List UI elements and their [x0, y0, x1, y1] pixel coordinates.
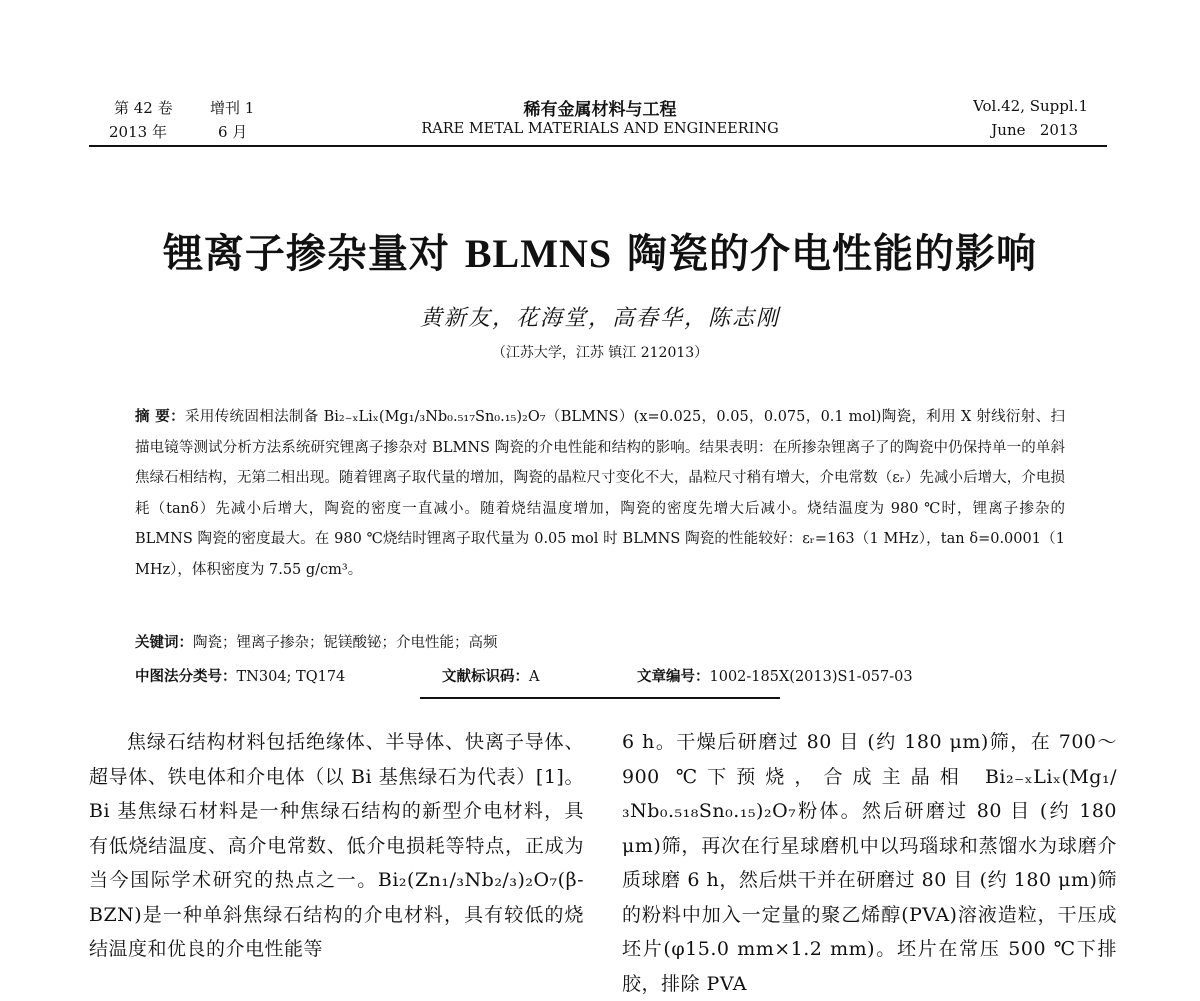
journal-title-en: RARE METAL MATERIALS AND ENGINEERING: [421, 121, 779, 137]
clc-value: TN304; TQ174: [236, 669, 346, 685]
title-prefix: 锂离子掺杂量对: [162, 231, 465, 277]
affiliation: （江苏大学，江苏 镇江 212013）: [491, 345, 709, 361]
body-left-column: [89, 725, 584, 967]
article-label: 文章编号：: [637, 669, 710, 685]
article-title: [0, 222, 1200, 279]
body-left-paragraph: 焦绿石结构材料包括绝缘体、半导体、快离子导体、超导体、铁电体和介电体（以 Bi 基焦绿石为代表）[1]。Bi 基焦绿石材料是一种焦绿石结构的新型介电材料，具有低烧结温度、高介电常数、低介电损耗等特点，正成为当今国际学术研究的热点之一。Bi₂(Zn₁/₃Nb₂/₃)₂O₇(β-BZN)是一种单斜焦绿石结构的介电材料，具有较低的烧结温度和优良的介电性能等: [89, 731, 584, 960]
month-cn: 6 月: [218, 123, 248, 141]
volume-cn: 第 42 卷: [114, 99, 173, 117]
abstract-label: 摘 要：: [135, 409, 185, 425]
doc-label: 文献标识码：: [442, 669, 529, 685]
doc-code: [442, 665, 539, 686]
title-suffix: 陶瓷的介电性能的影响: [612, 231, 1038, 277]
keywords-text: 陶瓷；锂离子掺杂；铌镁酸铋；介电性能；高频: [193, 635, 498, 651]
date-en: June 2013: [991, 121, 1078, 139]
authors: 黄新友，花海堂，高春华，陈志刚: [419, 306, 780, 331]
abstract: [135, 402, 1065, 585]
keywords-label: 关键词：: [135, 635, 193, 651]
body-right-column: [622, 725, 1117, 1001]
abstract-rule: [420, 697, 780, 699]
clc-number: [135, 665, 345, 686]
clc-label: 中图法分类号：: [135, 669, 237, 685]
issue-cn: 增刊 1: [210, 99, 255, 117]
journal-title-cn: 稀有金属材料与工程: [523, 100, 677, 120]
body-right-paragraph: 6 h。干燥后研磨过 80 目 (约 180 μm)筛，在 700～900 ℃下预烧，合成主晶相 Bi₂₋ₓLiₓ(Mg₁/₃Nb₀.₅₁₈Sn₀.₁₅)₂O₇粉体。然后研磨过 80 目 (约 180 μm)筛，再次在行星球磨机中以玛瑙球和蒸馏水为球磨介质球磨 6 h，然后烘干并在研磨过 80 目 (约 180 μm)筛的粉料中加入一定量的聚乙烯醇(PVA)溶液造粒，干压成坯片(φ15.0 mm×1.2 mm)。坯片在常压 500 ℃下排胶，排除 PVA: [622, 731, 1117, 995]
volume-en: Vol.42, Suppl.1: [973, 97, 1088, 115]
year-cn: 2013 年: [109, 123, 167, 141]
abstract-text: 采用传统固相法制备 Bi₂₋ₓLiₓ(Mg₁/₃Nb₀.₅₁₇Sn₀.₁₅)₂O₇（BLMNS）(x=0.025，0.05，0.075，0.1 mol)陶瓷，利用 X 射线衍射、扫描电镜等测试分析方法系统研究锂离子掺杂对 BLMNS 陶瓷的介电性能和结构的影响。结果表明：在所掺杂锂离子了的陶瓷中仍保持单一的单斜焦绿石相结构，无第二相出现。随着锂离子取代量的增加，陶瓷的晶粒尺寸变化不大，晶粒尺寸稍有增大，介电常数（εᵣ）先减小后增大，介电损耗（tanδ）先减小后增大，陶瓷的密度一直减小。随着烧结温度增加，陶瓷的密度先增大后减小。烧结温度为 980 ℃时，锂离子掺杂的 BLMNS 陶瓷的密度最大。在 980 ℃烧结时锂离子取代量为 0.05 mol 时 BLMNS 陶瓷的性能较好：εᵣ=163（1 MHz），tan δ=0.0001（1 MHz），体积密度为 7.55 g/cm³。: [135, 409, 1065, 578]
doc-value: A: [529, 669, 540, 685]
article-number: [637, 665, 913, 686]
keywords: [135, 631, 498, 652]
header-rule: [89, 145, 1107, 147]
title-bold: BLMNS: [464, 231, 613, 276]
article-value: 1002-185X(2013)S1-057-03: [709, 669, 913, 685]
